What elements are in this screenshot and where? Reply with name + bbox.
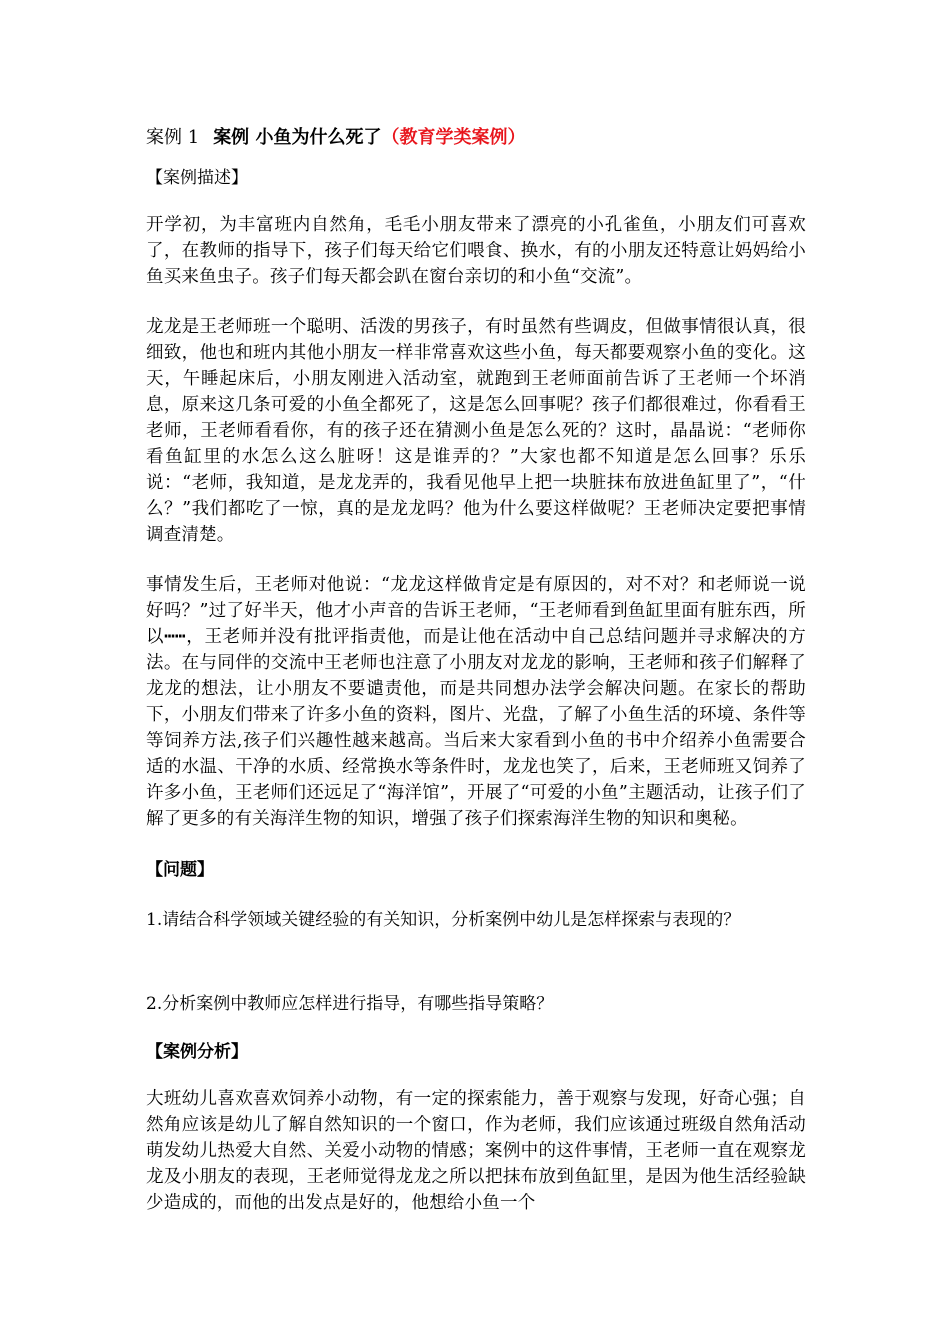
case-title-main: 案例 小鱼为什么死了: [213, 127, 382, 148]
description-paragraph-1: 开学初，为丰富班内自然角，毛毛小朋友带来了漂亮的小孔雀鱼，小朋友们可喜欢了，在教师的指导下，孩子们每天给它们喂食、换水，有的小朋友还特意让妈妈给小鱼买来鱼虫子。孩子们每天都会趴在窗台亲切的和小鱼“交流”。: [146, 215, 806, 287]
description-heading: 【案例描述】: [146, 168, 248, 188]
questions-heading: 【问题】: [146, 860, 214, 880]
question-1: 1.请结合科学领域关键经验的有关知识，分析案例中幼儿是怎样探索与表现的？: [146, 910, 741, 930]
analysis-heading: 【案例分析】: [146, 1042, 248, 1062]
document-page: [146, 122, 806, 1240]
case-title: [146, 122, 806, 154]
case-number: 案例 1: [146, 127, 200, 148]
description-paragraph-2: 龙龙是王老师班一个聪明、活泼的男孩子，有时虽然有些调皮，但做事情很认真，很细致，他也和班内其他小朋友一样非常喜欢这些小鱼，每天都要观察小鱼的变化。这天，午睡起床后，小朋友刚进入活动室，就跑到王老师面前告诉了王老师一个坏消息，原来这几条可爱的小鱼全都死了，这是怎么回事呢？孩子们都很难过，你看看王老师，王老师看看你，有的孩子还在猜测小鱼是怎么死的？这时，晶晶说：“老师你看鱼缸里的水怎么这么脏呀！这是谁弄的？”大家也都不知道是怎么回事？乐乐说：“老师，我知道，是龙龙弄的，我看见他早上把一块脏抹布放进鱼缸里了”，“什么？”我们都吃了一惊，真的是龙龙吗？他为什么要这样做呢？王老师决定要把事情调查清楚。: [146, 317, 806, 545]
question-2: 2.分析案例中教师应怎样进行指导，有哪些指导策略？: [146, 994, 554, 1014]
description-paragraph-3: 事情发生后，王老师对他说：“龙龙这样做肯定是有原因的，对不对？和老师说一说好吗？”过了好半天，他才小声音的告诉王老师，“王老师看到鱼缸里面有脏东西，所以┅┅，王老师并没有批评指责他，而是让他在活动中自己总结问题并寻求解决的方法。在与同伴的交流中王老师也注意了小朋友对龙龙的影响，王老师和孩子们解释了龙龙的想法，让小朋友不要谴责他，而是共同想办法学会解决问题。在家长的帮助下，小朋友们带来了许多小鱼的资料，图片、光盘，了解了小鱼生活的环境、条件等等饲养方法,孩子们兴趣性越来越高。当后来大家看到小鱼的书中介绍养小鱼需要合适的水温、干净的水质、经常换水等条件时，龙龙也笑了，后来，王老师班又饲养了许多小鱼，王老师们还远足了“海洋馆”，开展了“可爱的小鱼”主题活动，让孩子们了解了更多的有关海洋生物的知识，增强了孩子们探索海洋生物的知识和奥秘。: [146, 575, 806, 829]
case-category-tag: （教育学类案例）: [381, 127, 526, 148]
analysis-paragraph: 大班幼儿喜欢喜欢饲养小动物，有一定的探索能力，善于观察与发现，好奇心强；自然角应该是幼儿了解自然知识的一个窗口，作为老师，我们应该通过班级自然角活动萌发幼儿热爱大自然、关爱小动物的情感；案例中的这件事情，王老师一直在观察龙龙及小朋友的表现，王老师觉得龙龙之所以把抹布放到鱼缸里，是因为他生活经验缺少造成的，而他的出发点是好的，他想给小鱼一个: [146, 1089, 806, 1213]
